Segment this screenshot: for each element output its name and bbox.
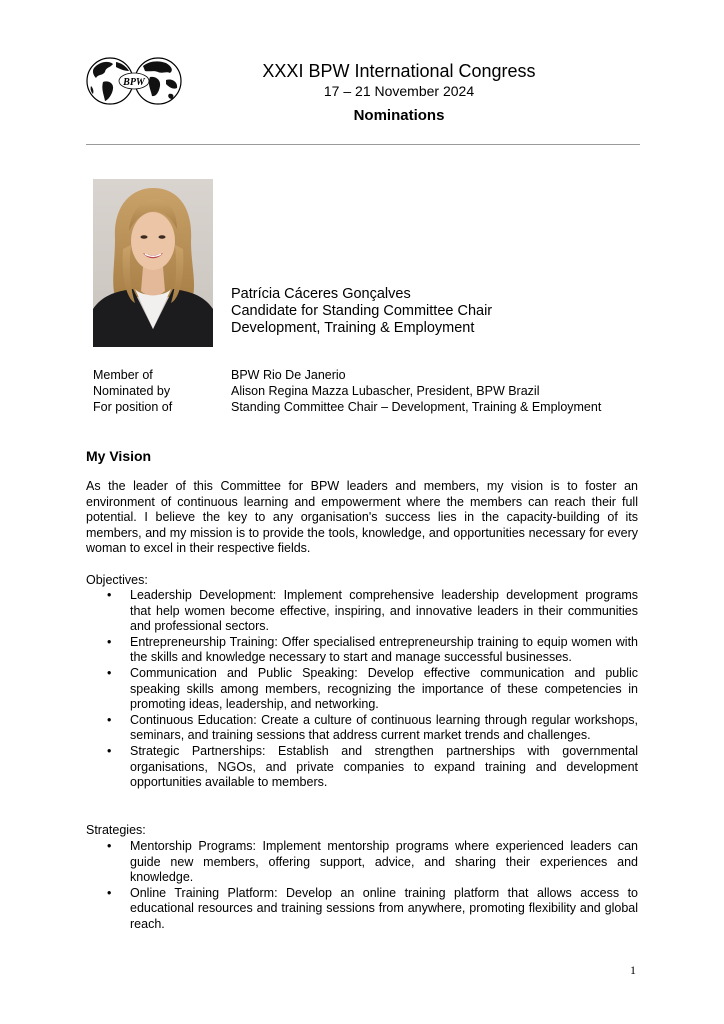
- nominations-heading: Nominations: [353, 107, 445, 124]
- bullet-glyph: •: [107, 665, 112, 680]
- list-item: [86, 635, 638, 666]
- info-label: Member of: [93, 368, 153, 382]
- objective-text: Strategic Partnerships: Establish and strengthen partnerships with governmental organisations, NGOs, and private companies to expand training and development opportunities available to members.: [130, 743, 638, 790]
- info-row: [93, 367, 601, 383]
- objectives-label: Objectives:: [86, 573, 148, 587]
- info-row: [93, 399, 601, 415]
- nomination-info-table: [93, 367, 601, 415]
- candidate-photo: [93, 179, 213, 347]
- bpw-globe-logo: [86, 56, 182, 106]
- vision-paragraph: As the leader of this Committee for BPW leaders and members, my vision is to foster an environment of continuous learning and empowerment where the members can reach their full potential. I believe the key to any organisation's success lies in the capacity-building of its members, and my mission is to provide the tools, knowledge, and opportunities necessary for every woman to excel in their respective fields.: [86, 479, 638, 556]
- list-item: [86, 839, 638, 886]
- strategy-text: Mentorship Programs: Implement mentorship programs where experienced leaders can guide new members, offering support, advice, and sharing their experiences and knowledge.: [130, 839, 638, 885]
- info-label: Nominated by: [93, 384, 171, 398]
- congress-dates: 17 – 21 November 2024: [323, 83, 475, 99]
- congress-title: XXXI BPW International Congress: [262, 61, 536, 81]
- vision-heading: My Vision: [86, 448, 152, 464]
- bullet-glyph: •: [107, 588, 112, 602]
- objective-text: Continuous Education: Create a culture of continuous learning through regular workshops, seminars, and training sessions that address current market trends and challenges.: [130, 712, 638, 743]
- logo-text: BPW: [123, 77, 145, 88]
- bullet-glyph: •: [107, 743, 112, 758]
- info-label: For position of: [93, 400, 173, 414]
- list-item: [86, 886, 638, 933]
- objective-text: Entrepreneurship Training: Offer specialised entrepreneurship training to equip women with the skills and knowledge necessary to start and manage successful businesses.: [130, 634, 638, 665]
- strategy-text: Online Training Platform: Develop an online training platform that allows access to educational resources and training sessions from anywhere, promoting flexibility and global reach.: [130, 885, 638, 931]
- candidate-block: [231, 286, 492, 337]
- candidate-candidacy: Candidate for Standing Committee Chair: [231, 303, 493, 319]
- bullet-glyph: •: [107, 839, 112, 853]
- info-row: [93, 383, 601, 399]
- bullet-glyph: •: [107, 885, 112, 900]
- candidate-committee: Development, Training & Employment: [231, 320, 475, 336]
- objective-text: Leadership Development: Implement comprehensive leadership development programs that help women become effective, inspiring, and innovative leaders in their communities and professional sectors.: [130, 588, 638, 634]
- page-number: 1: [630, 963, 636, 977]
- list-item: [86, 666, 638, 713]
- bullet-glyph: •: [107, 634, 112, 649]
- info-value: Alison Regina Mazza Lubascher, President, BPW Brazil: [231, 384, 540, 398]
- candidate-name: Patrícia Cáceres Gonçalves: [231, 286, 411, 302]
- header-divider: [86, 144, 640, 145]
- info-value: Standing Committee Chair – Development, Training & Employment: [231, 400, 602, 414]
- strategies-list: [86, 839, 638, 933]
- list-item: [86, 588, 638, 635]
- objective-text: Communication and Public Speaking: Develop effective communication and public speaking skills among members, recognizing the importance of these competencies in promoting ideas, leadership, and networking.: [130, 665, 638, 712]
- list-item: [86, 744, 638, 791]
- bullet-glyph: •: [107, 712, 112, 727]
- strategies-label: Strategies:: [86, 823, 146, 837]
- list-item: [86, 713, 638, 744]
- info-value: BPW Rio De Janerio: [231, 368, 346, 382]
- objectives-list: [86, 588, 638, 791]
